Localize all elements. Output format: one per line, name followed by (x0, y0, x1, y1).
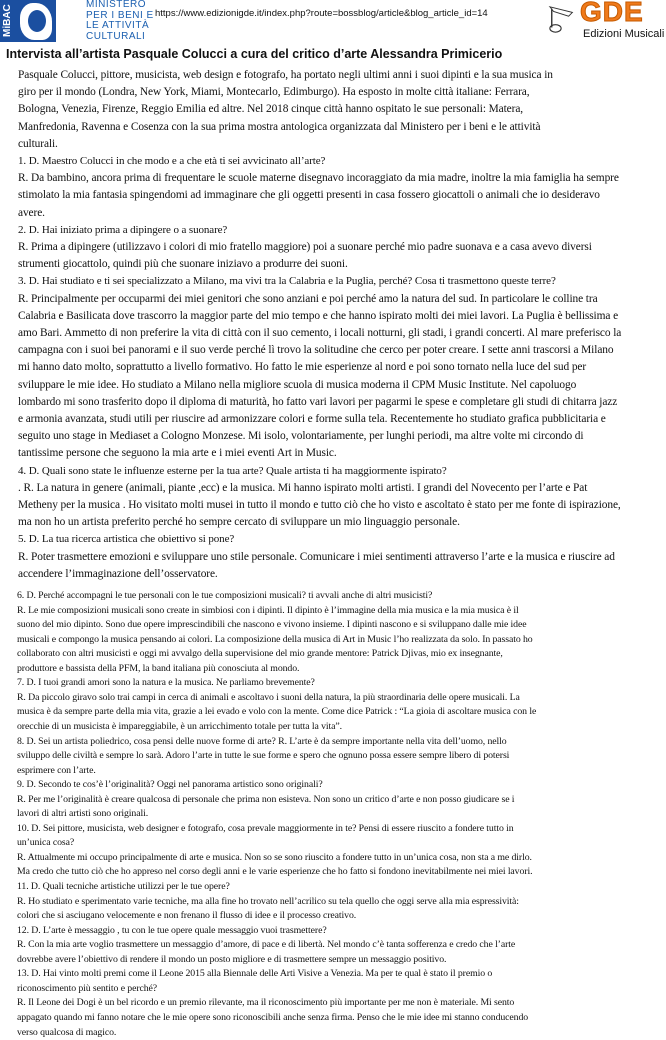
text-line: esprimere con l’arte. (17, 764, 648, 779)
text-line: Manfredonia, Ravenna e Cosenza con la sua prima mostra antologica organizzata dal Ministero per i beni e le attività (18, 119, 648, 136)
text-line: lombardo mi sono trasferito dopo il diploma di maturità, ho fatto vari lavori per pagarmi le spese e completare gli studi di chitarra jazz (18, 394, 648, 411)
text-line: 6. D. Perché accompagni le tue personali con le tue composizioni musicali? ti avvali anche di altri musicisti? (17, 589, 648, 604)
text-line: dovrebbe avere l’obiettivo di rendere il mondo un posto migliore e di trasmettere sempre un messaggio positivo. (17, 953, 648, 968)
answer-paragraph (18, 291, 648, 463)
text-line: 12. D. L’arte è messaggio , tu con le tue opere quale messaggio vuoi trasmettere? (17, 924, 648, 939)
text-line: R. Da bambino, ancora prima di frequentare le scuole materne disegnavo incoraggiato da mia madre, inoltre la mia famiglia ha sempre (18, 170, 648, 187)
text-line: ma non ho un artista preferito perché ho sempre cercato di sviluppare un mio linguaggio personale. (18, 514, 648, 531)
text-line: avere. (18, 205, 648, 222)
text-line: culturali. (18, 136, 648, 153)
text-line: 13. D. Hai vinto molti premi come il Leone 2015 alla Biennale delle Arti Visive a Venezia. Ma per te qual è stato il premio o (17, 967, 648, 982)
article-body-lower (17, 589, 648, 1040)
article-body-upper (18, 67, 648, 583)
text-line: Calabria e Basilicata dove trascorro la maggior parte del mio tempo e che hanno ispirato molti dei miei lavori. La Puglia è bellissima e (18, 308, 648, 325)
text-line: un’unica cosa? (17, 836, 648, 851)
text-line: musicali e compongo la musica pensando ai colori. La composizione della musica di Art in Music l’ho realizzata da solo. In passato ho (17, 633, 648, 648)
text-line: 2. D. Hai iniziato prima a dipingere o a suonare? (18, 222, 648, 239)
text-line: R. Il Leone dei Dogi è un bel ricordo e un premio rilevante, ma il riconoscimento più importante per me non è materiale. Mi sento (17, 996, 648, 1011)
text-line: lavori di altri artisti sono originali. (17, 807, 648, 822)
text-line: Pasquale Colucci, pittore, musicista, web design e fotografo, ha portato negli ultimi anni i suoi dipinti e la sua musica in (18, 67, 648, 84)
text-line: R. Principalmente per occuparmi dei miei genitori che sono anziani e poi perché amo la natura del sud. In particolare le colline tra (18, 291, 648, 308)
text-line: R. Attualmente mi occupo principalmente di arte e musica. Non so se sono riuscito a fondere tutto in un’unica cosa, non sta a me dirlo. (17, 851, 648, 866)
text-line: 5. D. La tua ricerca artistica che obiettivo si pone? (18, 531, 648, 548)
text-line: tantissime persone che seguono la mia arte e i miei eventi Art in Music. (18, 445, 648, 462)
text-line: Metheny per la musica . Ho visitato molti musei in tutto il mondo e tutto ciò che ho visto e ascoltato è stato per me fonte di ispirazione, (18, 497, 648, 514)
text-line: e armonia avanzata, studi utili per riuscire ad armonizzare colori e forme sulla tela. Recentemente ho studiato grafica pubblicitaria e (18, 411, 648, 428)
text-line: R. Per me l’originalità è creare qualcosa di personale che prima non esisteva. Non sono un critico d’arte e non posso giudicare se i (17, 793, 648, 808)
text-line: riconoscimento più sentito e perché? (17, 982, 648, 997)
text-line: 3. D. Hai studiato e ti sei specializzato a Milano, ma vivi tra la Calabria e la Puglia, perché? Cosa ti trasmettono queste terre? (18, 273, 648, 290)
article-title: Intervista all’artista Pasquale Colucci a cura del critico d’arte Alessandra Primicerio (6, 44, 662, 64)
text-line: R. Poter trasmettere emozioni e sviluppare uno stile personale. Comunicare i miei sentimenti attraverso l’arte e la musica e riuscire ad (18, 549, 648, 566)
question-paragraph (18, 222, 648, 239)
gde-subtitle: Edizioni Musicali (583, 28, 664, 40)
text-line: 4. D. Quali sono state le influenze esterne per la tua arte? Quale artista ti ha maggiormente ispirato? (18, 463, 648, 480)
question-paragraph (18, 531, 648, 548)
text-line: collaborato con altri musicisti e oggi mi avvalgo della supervisione del mio grande mentore: Patrick Djivas, mio ex insegnante, (17, 647, 648, 662)
text-line: R. Prima a dipingere (utilizzavo i colori di mio fratello maggiore) poi a suonare perché mio padre suonava e a casa avevo diversi (18, 239, 648, 256)
text-line: sviluppo delle civiltà e sempre lo sarà. Adoro l’arte in tutte le sue forme e spero che ognuno possa essere sempre libero di potersi (17, 749, 648, 764)
text-line: campagna con i suoi bei panorami e il suo verde perché lì trovo la solitudine che cerco per poter creare. I sette anni trascorsi a Milano (18, 342, 648, 359)
text-line: 11. D. Quali tecniche artistiche utilizzi per le tue opere? (17, 880, 648, 895)
text-line: accendere l’immaginazione dell’osservatore. (18, 566, 648, 583)
source-url[interactable]: https://www.edizionigde.it/index.php?route=bossblog/article&blog_article_id=14 (155, 8, 488, 19)
mibac-logo-text: MiBAC (2, 1, 16, 41)
text-line: 1. D. Maestro Colucci in che modo e a che età ti sei avvicinato all’arte? (18, 153, 648, 170)
text-line: 7. D. I tuoi grandi amori sono la natura e la musica. Ne parliamo brevemente? (17, 676, 648, 691)
text-line: produttore e bassista della PFM, la band italiana più conosciuta al mondo. (17, 662, 648, 677)
gde-logo: GDE (580, 0, 644, 28)
text-line: 10. D. Sei pittore, musicista, web designer e fotografo, cosa prevale maggiormente in te? Pensi di essere riuscito a fondere tutto in (17, 822, 648, 837)
text-line: sviluppare le mie idee. Ho studiato a Milano nella migliore scuola di musica moderna il CPM Music Institute. Nel capoluogo (18, 377, 648, 394)
text-line: stimolato la mia fantasia spingendomi ad immaginare che gli oggetti presenti in casa fossero giocattoli o animali che io desideravo (18, 187, 648, 204)
ministero-line: LE ATTIVITÀ (86, 21, 154, 32)
ministero-line: PER I BENI E (86, 11, 154, 22)
text-line: R. Con la mia arte voglio trasmettere un messaggio d’amore, di pace e di libertà. Nel mondo c’è tanta sofferenza e credo che l’arte (17, 938, 648, 953)
answer-paragraph (18, 239, 648, 273)
text-line: giro per il mondo (Londra, New York, Miami, Montecarlo, Edimburgo). Ha esposto in molte città italiane: Ferrara, (18, 84, 648, 101)
text-line: appagato quando mi fanno notare che le mie opere sono riconoscibili anche senza firma. Penso che le mie idee mi stanno conducendo (17, 1011, 648, 1026)
text-line: colori che si asciugano velocemente e non frenano il flusso di idee e il processo creativo. (17, 909, 648, 924)
text-line: orecchie di un musicista è impareggiabile, è un arricchimento totale per tutta la vita”. (17, 720, 648, 735)
text-line: Ma credo che tutto ciò che ho appreso nel corso degli anni e le varie esperienze che ho fatto si fondono inevitabilmente nei miei lavori. (17, 865, 648, 880)
text-line: musica è da sempre parte della mia vita, grazie a lei evado e volo con la mente. Come dice Patrick : “La gioia di ascoltare musica con le (17, 705, 648, 720)
answer-paragraph (18, 549, 648, 583)
text-line: 9. D. Secondo te cos’è l’originalità? Oggi nel panorama artistico sono originali? (17, 778, 648, 793)
text-line: . R. La natura in genere (animali, piante ,ecc) e la musica. Mi hanno ispirato molti artisti. I grandi del Novecento per l’arte e Pat (18, 480, 648, 497)
text-line: 8. D. Sei un artista poliedrico, cosa pensi delle nuove forme di arte? R. L’arte è da sempre importante nella vita dell’uomo, nello (17, 735, 648, 750)
answer-paragraph (18, 170, 648, 222)
question-paragraph (18, 463, 648, 480)
text-line: mi hanno dato molto, soprattutto a livello formativo. Ho fatto le mie esperienze al nord e poi sono tornato nella luce del sud per (18, 359, 648, 376)
ministero-line: CULTURALI (86, 32, 154, 43)
text-line: seguito uno stage in Mediaset a Cologno Monzese. Mi isolo, volontariamente, per lunghi periodi, ma altre volte mi circondo di (18, 428, 648, 445)
text-line: R. Da piccolo giravo solo trai campi in cerca di animali e ascoltavo i suoni della natura, la più straordinaria delle opere musicali. La (17, 691, 648, 706)
ministero-line: MINISTERO (86, 0, 154, 11)
text-line: Bologna, Venezia, Firenze, Reggio Emilia ed altre. Nel 2018 cinque città hanno ospitato le sue personali: Matera, (18, 101, 648, 118)
text-line: R. Le mie composizioni musicali sono create in simbiosi con i dipinti. Il dipinto è l’immagine della mia musica e la mia musica è il (17, 604, 648, 619)
text-line: amo Bari. Ammetto di non preferire la vita di città con il suo cemento, i locali notturni, gli stadi, i grandi concerti. Al mare preferisco la (18, 325, 648, 342)
answer-paragraph (18, 480, 648, 532)
text-line: strumenti giocattolo, quindi più che suonare iniziavo a produrre dei suoni. (18, 256, 648, 273)
question-paragraph (18, 153, 648, 170)
question-paragraph (18, 273, 648, 290)
answer-paragraph (18, 67, 648, 153)
text-line: verso qualcosa di magico. (17, 1026, 648, 1040)
text-line: R. Ho studiato e sperimentato varie tecniche, ma alla fine ho trovato nell’acrilico su tela quello che oggi serve alla mia espressività: (17, 895, 648, 910)
text-line: suono del mio dipinto. Sono due opere imprescindibili che nascono e vivono insieme. I dipinti nascono e si sviluppano dalle mie idee (17, 618, 648, 633)
